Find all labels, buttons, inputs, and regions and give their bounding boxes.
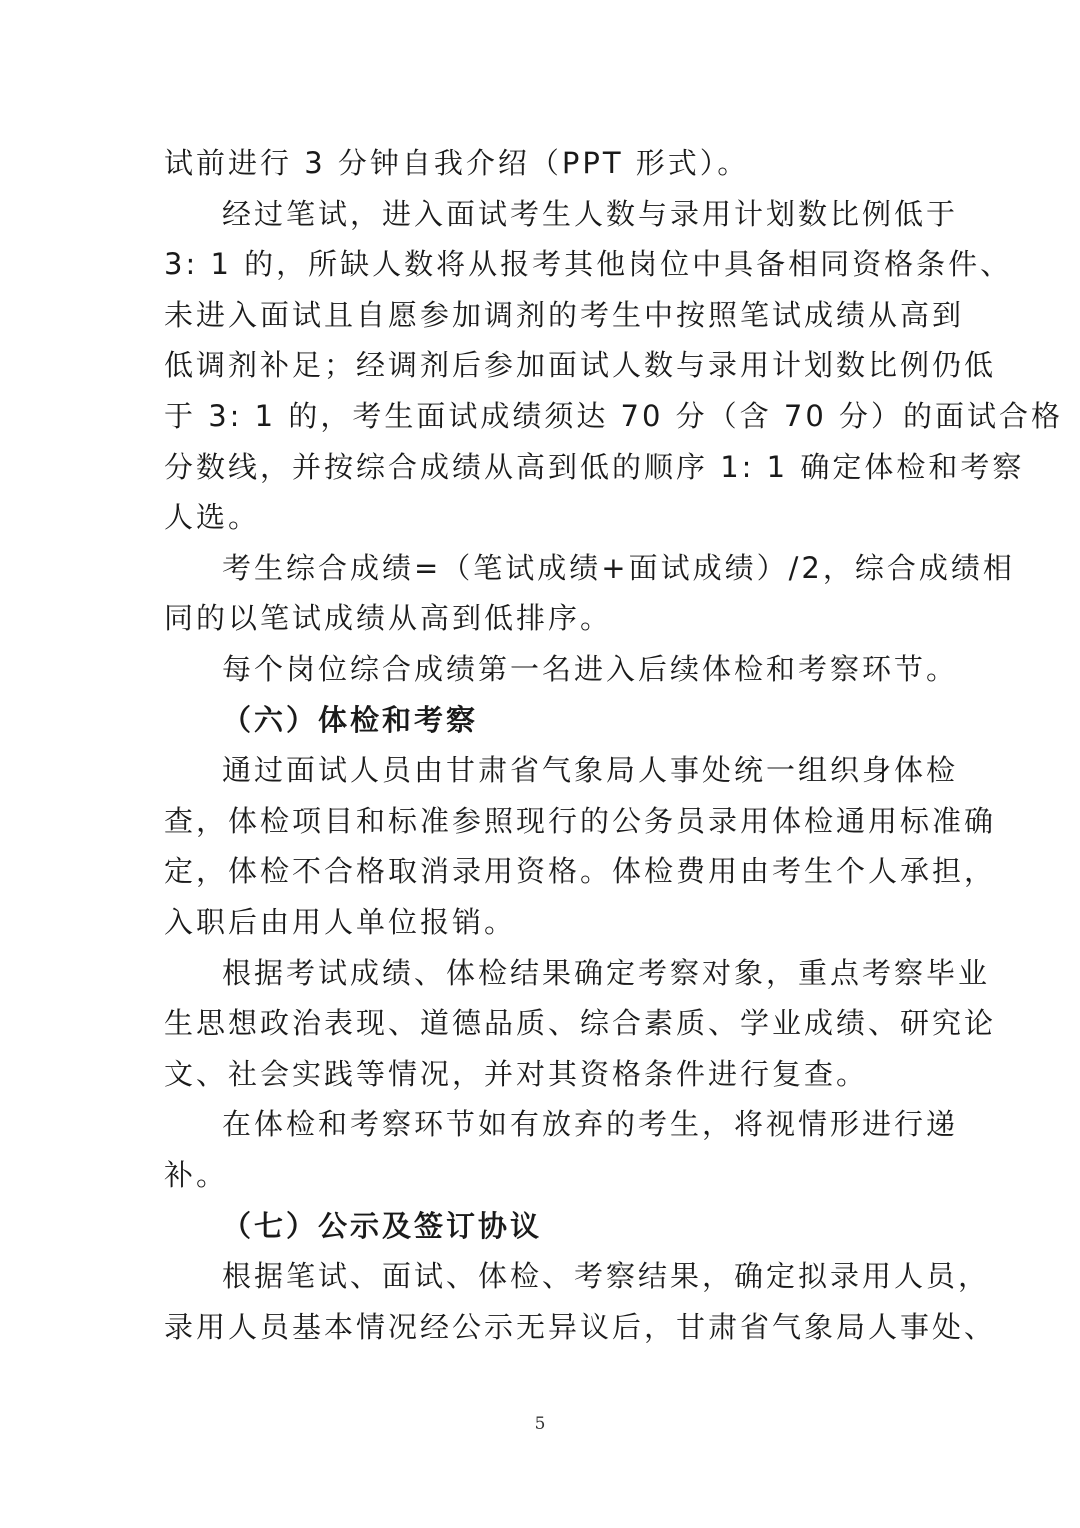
paragraph-line: 考生综合成绩=（笔试成绩+面试成绩）/2，综合成绩相	[222, 551, 1015, 585]
paragraph-line: 录用人员基本情况经公示无异议后，甘肃省气象局人事处、	[164, 1310, 997, 1344]
paragraph-line: 每个岗位综合成绩第一名进入后续体检和考察环节。	[222, 652, 959, 686]
paragraph-line: 根据笔试、面试、体检、考察结果，确定拟录用人员，	[222, 1259, 991, 1293]
paragraph-line: 低调剂补足；经调剂后参加面试人数与录用计划数比例仍低	[164, 348, 997, 382]
section-heading: （七）公示及签订协议	[222, 1209, 543, 1243]
paragraph-line: 文、社会实践等情况，并对其资格条件进行复查。	[164, 1057, 869, 1091]
paragraph-line: 补。	[164, 1158, 229, 1192]
paragraph-line: 试前进行 3 分钟自我介绍（PPT 形式）。	[164, 146, 750, 180]
page-number: 5	[534, 1414, 546, 1434]
paragraph-line: 于 3: 1 的，考生面试成绩须达 70 分（含 70 分）的面试合格	[164, 399, 1064, 433]
paragraph-line: 未进入面试且自愿参加调剂的考生中按照笔试成绩从高到	[164, 298, 965, 332]
paragraph-line: 入职后由用人单位报销。	[164, 905, 517, 939]
paragraph-line: 在体检和考察环节如有放弃的考生，将视情形进行递	[222, 1107, 959, 1141]
paragraph-line: 根据考试成绩、体检结果确定考察对象，重点考察毕业	[222, 956, 991, 990]
paragraph-line: 生思想政治表现、道德品质、综合素质、学业成绩、研究论	[164, 1006, 997, 1040]
paragraph-line: 同的以笔试成绩从高到低排序。	[164, 601, 613, 635]
paragraph-line: 3: 1 的，所缺人数将从报考其他岗位中具备相同资格条件、	[164, 247, 1013, 281]
paragraph-line: 查，体检项目和标准参照现行的公务员录用体检通用标准确	[164, 804, 997, 838]
paragraph-line: 人选。	[164, 500, 261, 534]
paragraph-line: 通过面试人员由甘肃省气象局人事处统一组织身体检	[222, 753, 959, 787]
paragraph-line: 分数线，并按综合成绩从高到低的顺序 1: 1 确定体检和考察	[164, 450, 1025, 484]
paragraph-line: 经过笔试，进入面试考生人数与录用计划数比例低于	[222, 197, 959, 231]
paragraph-line: 定，体检不合格取消录用资格。体检费用由考生个人承担，	[164, 854, 997, 888]
section-heading: （六）体检和考察	[222, 703, 479, 737]
